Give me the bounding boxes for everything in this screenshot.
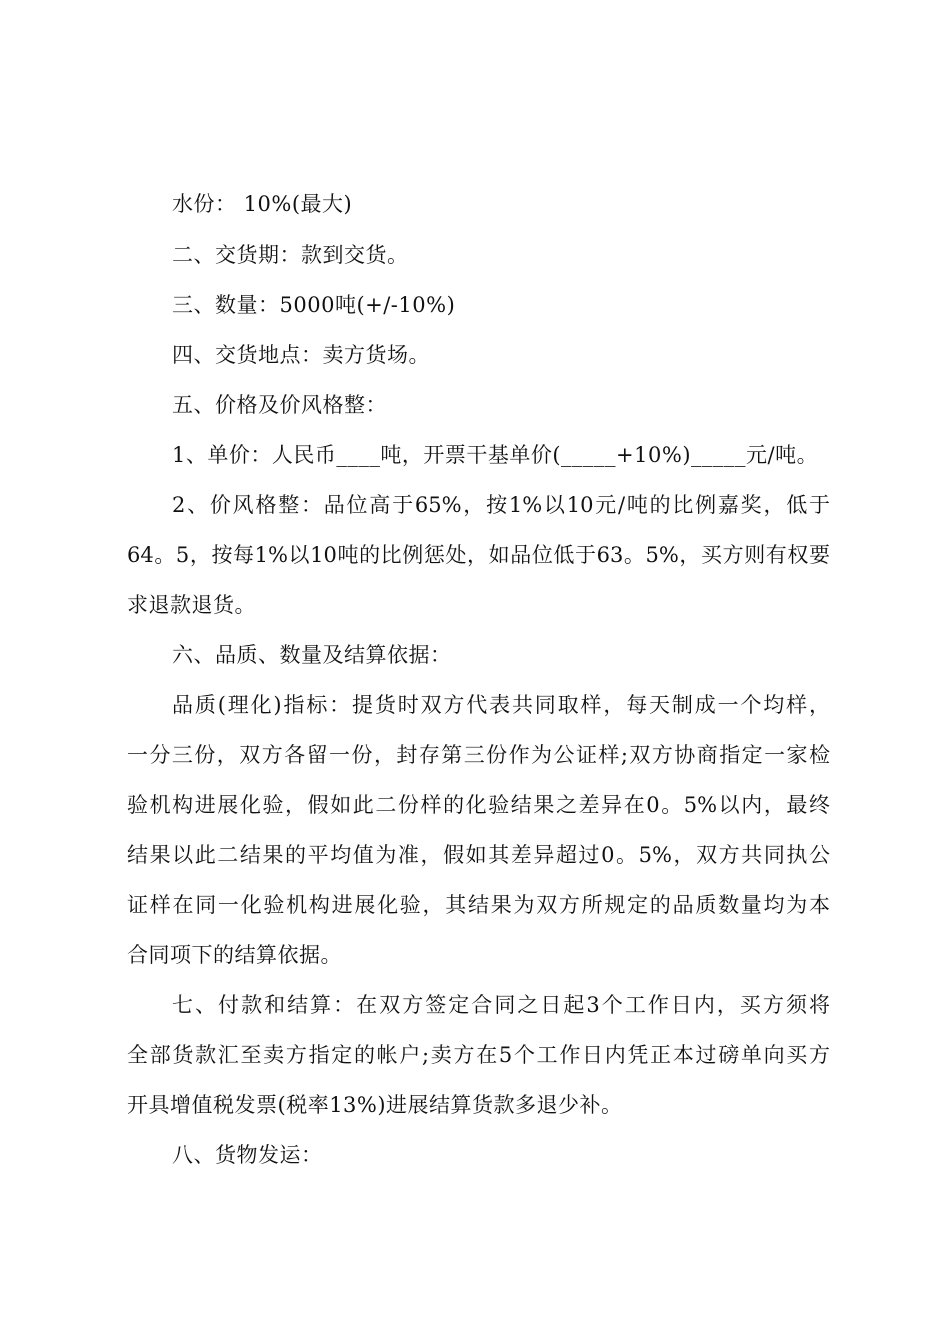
payment-line-2: 全部货款汇至卖方指定的帐户;卖方在5个工作日内凭正本过磅单向买方	[127, 1043, 830, 1067]
water-content-line: 水份： 10%(最大)	[172, 192, 353, 216]
unit-price-line: 1、单价：人民币____吨，开票干基单价(_____+10%)_____元/吨。	[172, 443, 819, 467]
quality-line-1: 品质(理化)指标：提货时双方代表共同取样，每天制成一个均样，	[172, 693, 830, 717]
quantity-line: 三、数量：5000吨(+/-10%)	[172, 293, 456, 317]
quality-line-2: 一分三份，双方各留一份，封存第三份作为公证样;双方协商指定一家检	[127, 743, 830, 767]
price-adjust-line-1: 2、价风格整：品位高于65%，按1%以10元/吨的比例嘉奖，低于	[172, 493, 830, 517]
quality-heading: 六、品质、数量及结算依据：	[172, 643, 452, 667]
price-heading: 五、价格及价风格整：	[172, 393, 387, 417]
price-adjust-line-2: 64。5，按每1%以10吨的比例惩处，如品位低于63。5%，买方则有权要	[127, 543, 830, 567]
quality-line-4: 结果以此二结果的平均值为准，假如其差异超过0。5%，双方共同执公	[127, 843, 830, 867]
payment-line-1: 七、付款和结算：在双方签定合同之日起3个工作日内，买方须将	[172, 993, 830, 1017]
quality-line-6: 合同项下的结算依据。	[127, 943, 342, 967]
quality-line-5: 证样在同一化验机构进展化验，其结果为双方所规定的品质数量均为本	[127, 893, 830, 917]
delivery-period-line: 二、交货期：款到交货。	[172, 243, 409, 267]
shipping-heading: 八、货物发运：	[172, 1143, 323, 1167]
delivery-place-line: 四、交货地点：卖方货场。	[172, 343, 430, 367]
price-adjust-line-3: 求退款退货。	[127, 593, 256, 617]
payment-line-3: 开具增值税发票(税率13%)进展结算货款多退少补。	[127, 1093, 623, 1117]
quality-line-3: 验机构进展化验，假如此二份样的化验结果之差异在0。5%以内，最终	[127, 793, 830, 817]
